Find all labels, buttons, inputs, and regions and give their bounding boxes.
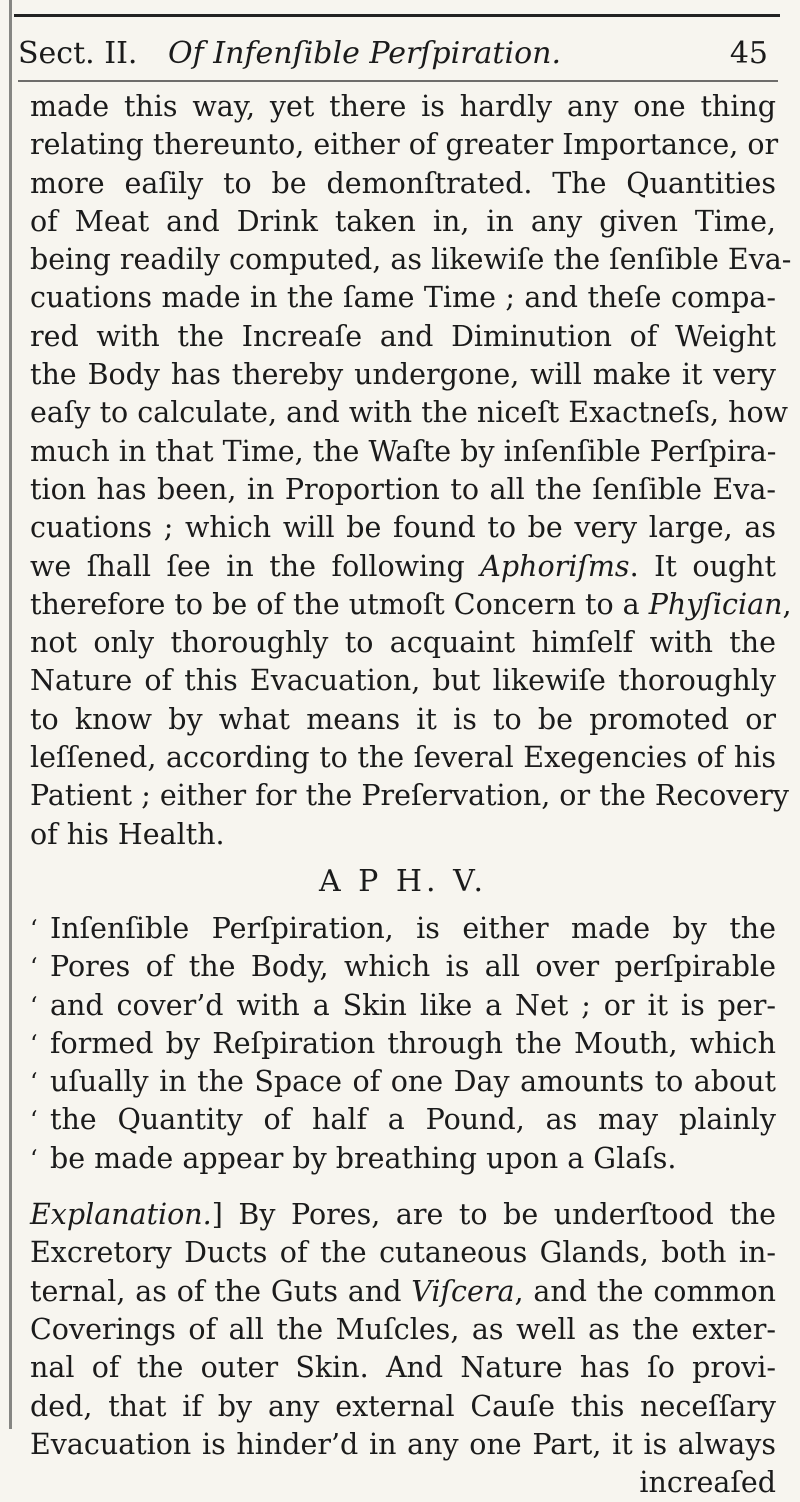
catchword: increaſed (639, 1466, 776, 1500)
quote-mark: ‘ (30, 914, 38, 943)
text-line: cuations made in the ſame Time ; and theſe compa- (30, 281, 776, 315)
quote-text: uſually in the Space of one Day amounts to about (50, 1065, 776, 1099)
text-line: we ſhall ſee in the following Aphoriſms. It ought (30, 549, 776, 583)
text-line: much in that Time, the Waſte by inſenſible Perſpira- (30, 434, 777, 468)
quote-mark: ‘ (30, 1144, 38, 1173)
page-number: 45 (729, 36, 768, 71)
body-text (30, 88, 792, 1502)
quote-mark: ‘ (30, 1029, 38, 1058)
quote-mark: ‘ (30, 953, 38, 982)
quote-text: formed by Reſpiration through the Mouth, which (50, 1026, 776, 1060)
text-line: of Meat and Drink taken in, in any given Time, (30, 204, 776, 238)
text-line: ded, that if by any external Cauſe this neceſſary (30, 1389, 776, 1423)
section-label: Sect. II. (18, 36, 138, 71)
quote-text: Pores of the Body, which is all over perſpirable (50, 950, 776, 984)
quote-mark: ‘ (30, 1106, 38, 1135)
text-line: nal of the outer Skin. And Nature has ſo provi- (30, 1351, 776, 1385)
quote-line (30, 910, 776, 948)
aphorism-quote (30, 910, 776, 1178)
text-line: cuations ; which will be found to be very large, as (30, 511, 776, 545)
page-edge-shadow (9, 0, 12, 1429)
explanation-paragraph (30, 1196, 776, 1502)
quote-mark: ‘ (30, 991, 38, 1020)
paragraph-gap (30, 1178, 776, 1196)
text-line: therefore to be of the utmoſt Concern to a Phyſician, (30, 587, 792, 621)
text-line: relating thereunto, either of greater Importance, or (30, 128, 779, 162)
text-line: made this way, yet there is hardly any one thing (30, 90, 776, 123)
quote-text: Inſenſible Perſpiration, is either made by the (50, 911, 776, 945)
aphorism-heading: A P H. V. (318, 863, 488, 899)
text-line: tion has been, in Proportion to all the ſenſible Eva- (30, 472, 776, 506)
running-title: Of Infenſible Perſpiration. (168, 36, 562, 71)
quote-text: the Quantity of half a Pound, as may plainly (50, 1103, 776, 1137)
text-line: ternal, as of the Guts and Viſcera, and the common (30, 1274, 777, 1308)
quote-line (30, 948, 776, 986)
text-line: to know by what means it is to be promoted or (30, 702, 776, 736)
text-line: the Body has thereby undergone, will make it very (30, 358, 776, 392)
text-line: Patient ; either for the Preſervation, or the Recovery (30, 779, 790, 813)
paragraph-1 (30, 88, 792, 854)
quote-mark: ‘ (30, 1068, 38, 1097)
text-line: Nature of this Evacuation, but likewiſe thoroughly (30, 664, 776, 698)
text-line: Excretory Ducts of the cutaneous Glands, both in- (30, 1236, 776, 1270)
running-header (18, 24, 776, 80)
quote-line (30, 1140, 776, 1178)
text-line: more eaſily to be demonſtrated. The Quantities (30, 166, 776, 200)
quote-text: and cover’d with a Skin like a Net ; or it is per- (50, 988, 776, 1022)
text-line: of his Health. (30, 817, 225, 851)
text-line: eaſy to calculate, and with the niceſt Exactneſs, how (30, 396, 788, 430)
quote-line (30, 1025, 776, 1063)
top-rule (14, 14, 780, 17)
text-line: Explanation.] By Pores, are to be underſtood the (30, 1198, 776, 1232)
quote-line (30, 1063, 776, 1101)
text-line: being readily computed, as likewiſe the ſenſible Eva- (30, 243, 792, 277)
text-line: leſſened, according to the ſeveral Exegencies of his (30, 741, 776, 775)
text-line: not only thoroughly to acquaint himſelf with the (30, 626, 776, 660)
quote-line (30, 1101, 776, 1139)
quote-line (30, 987, 776, 1025)
text-line: Coverings of all the Muſcles, as well as the exter- (30, 1312, 776, 1346)
quote-text: be made appear by breathing upon a Glaſs. (50, 1141, 677, 1175)
header-rule (18, 80, 778, 82)
text-line: Evacuation is hinder’d in any one Part, it is always (30, 1427, 776, 1461)
text-line: red with the Increaſe and Diminution of Weight (30, 319, 776, 353)
